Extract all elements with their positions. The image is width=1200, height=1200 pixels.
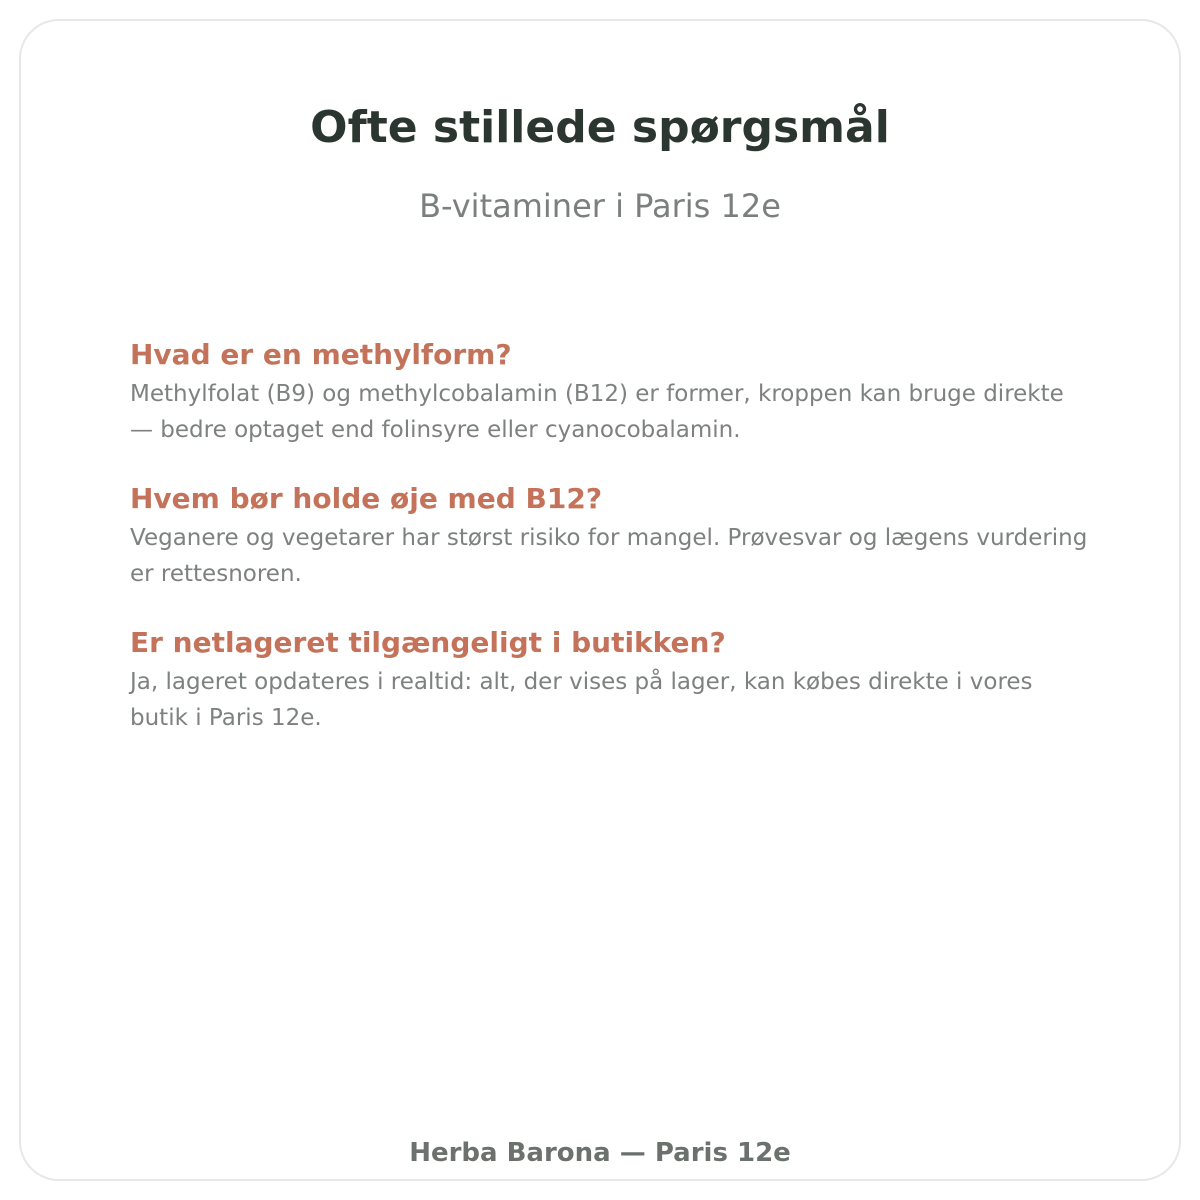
faq-answer: Ja, lageret opdateres i realtid: alt, der vises på lager, kan købes direkte i vores butik i Paris 12e. xyxy=(130,669,1033,731)
faq-item xyxy=(130,624,1090,736)
store-footer: Herba Barona — Paris 12e xyxy=(409,1138,791,1168)
faq-item xyxy=(130,336,1090,448)
faq-item xyxy=(130,480,1090,592)
faq-answer: Veganere og vegetarer har størst risiko for mangel. Prøvesvar og lægens vurdering er rettesnoren. xyxy=(130,525,1088,587)
page-title: Ofte stillede spørgsmål xyxy=(310,102,890,153)
page-subtitle: B-vitaminer i Paris 12e xyxy=(419,187,781,225)
faq-answer: Methylfolat (B9) og methylcobalamin (B12) er former, kroppen kan bruge direkte — bedre optaget end folinsyre eller cyanocobalamin. xyxy=(130,381,1064,443)
faq-question: Er netlageret tilgængeligt i butikken? xyxy=(130,626,726,659)
faq-question: Hvad er en methylform? xyxy=(130,338,512,371)
faq-list xyxy=(130,336,1090,768)
faq-question: Hvem bør holde øje med B12? xyxy=(130,482,603,515)
